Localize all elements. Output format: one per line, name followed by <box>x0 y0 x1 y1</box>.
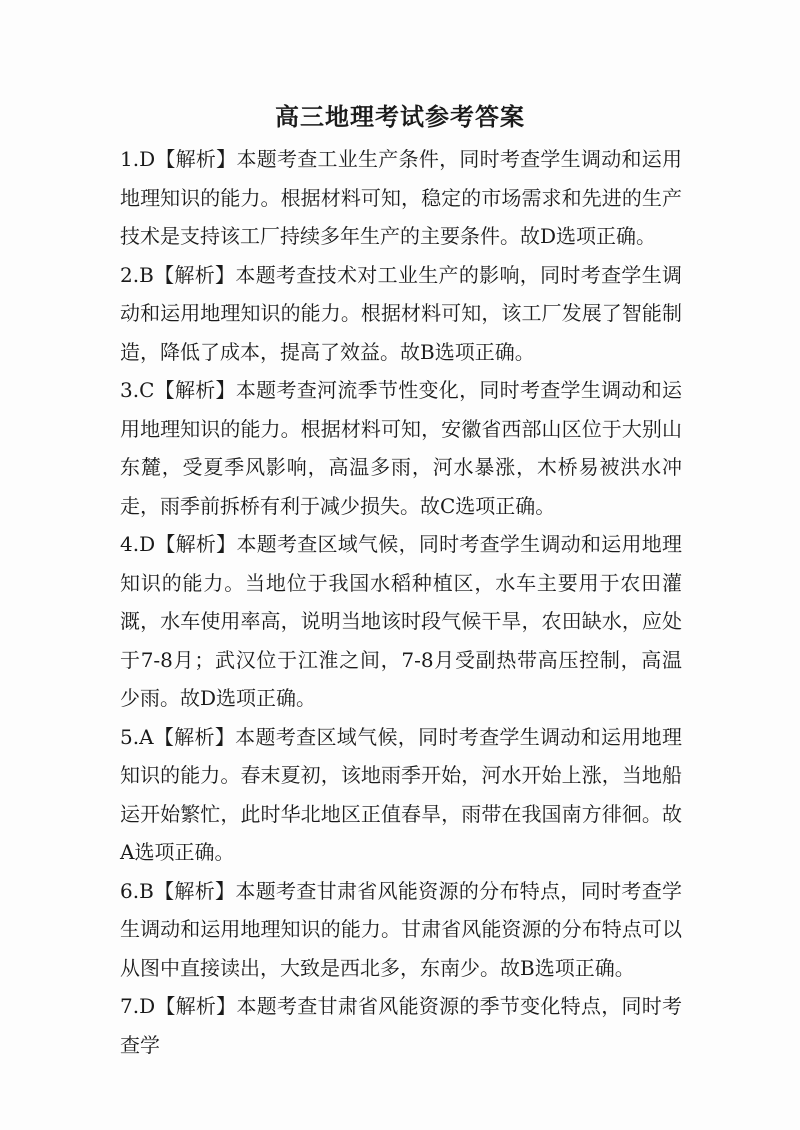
analysis-tag: 【解析】 <box>155 532 237 556</box>
answer-explanation: 本题考查工业生产条件，同时考查学生调动和运用地理知识的能力。根据材料可知，稳定的市场需求和先进的生产技术是支持该工厂持续多年生产的主要条件。故D选项正确。 <box>120 147 683 248</box>
answer-explanation: 本题考查区域气候，同时考查学生调动和运用地理知识的能力。春末夏初，该地雨季开始，河水开始上涨，当地船运开始繁忙，此时华北地区正值春旱，雨带在我国南方徘徊。故A选项正确。 <box>120 724 683 864</box>
analysis-tag: 【解析】 <box>153 724 236 749</box>
answer-explanation: 本题考查区域气候，同时考查学生调动和运用地理知识的能力。当地位于我国水稻种植区，水车主要用于农田灌溉，水车使用率高，说明当地该时段气候干旱，农田缺水，应处于7-8月；武汉位于江淮之间，7-8月受副热带高压控制，高温少雨。故D选项正确。 <box>120 532 683 710</box>
answer-number: 7.D <box>120 994 156 1018</box>
analysis-tag: 【解析】 <box>155 147 237 171</box>
answer-explanation: 本题考查技术对工业生产的影响，同时考查学生调动和运用地理知识的能力。根据材料可知，该工厂发展了智能制造，降低了成本，提高了效益。故B选项正确。 <box>120 262 683 364</box>
answer-number: 4.D <box>120 532 156 556</box>
analysis-tag: 【解析】 <box>153 878 236 903</box>
answer-item-4 <box>120 525 682 718</box>
answer-number: 5.A <box>120 724 154 749</box>
answer-item-7 <box>120 987 682 1064</box>
analysis-tag: 【解析】 <box>155 994 237 1018</box>
answer-explanation: 本题考查甘肃省风能资源的季节变化特点，同时考查学 <box>120 994 683 1057</box>
analysis-tag: 【解析】 <box>153 262 236 287</box>
answer-number: 6.B <box>120 878 154 903</box>
answer-explanation: 本题考查甘肃省风能资源的分布特点，同时考查学生调动和运用地理知识的能力。甘肃省风能资源的分布特点可以从图中直接读出，大致是西北多，东南少。故B选项正确。 <box>120 878 683 980</box>
analysis-tag: 【解析】 <box>154 378 236 402</box>
answer-number: 3.C <box>120 378 155 402</box>
answer-number: 1.D <box>120 147 156 171</box>
answer-number: 2.B <box>120 262 154 287</box>
answer-item-1 <box>120 140 682 256</box>
page-title: 高三地理考试参考答案 <box>275 102 525 131</box>
answer-item-2 <box>120 256 682 372</box>
answer-explanation: 本题考查河流季节性变化，同时考查学生调动和运用地理知识的能力。根据材料可知，安徽省西部山区位于大别山东麓，受夏季风影响，高温多雨，河水暴涨，木桥易被洪水冲走，雨季前拆桥有利于减少损失。故C选项正确。 <box>120 378 683 518</box>
answer-list <box>120 140 682 1064</box>
answer-item-3 <box>120 371 682 525</box>
answer-item-5 <box>120 718 682 872</box>
answer-item-6 <box>120 872 682 988</box>
